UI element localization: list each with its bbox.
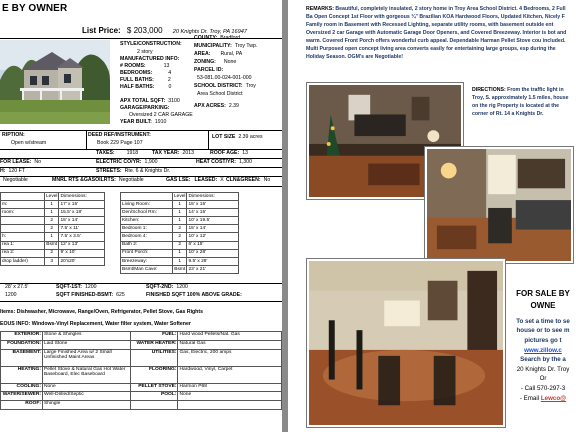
- table-row: BASEMENT: Large Finished Area w/ 2 Small Unfinished Maint Areas UTILITIES: Gas, Electric, 200 amps: [1, 349, 282, 366]
- feature-parcel-value: 53-081.00-024-001-000: [197, 75, 252, 81]
- table-row: room: 1 15.5' x 18': [1, 209, 105, 217]
- kitchen-photo: [424, 146, 574, 264]
- table-row: Bedroom 4: 2 10' x 12': [121, 233, 239, 241]
- heat-cost: HEAT COST/YR: 1,300: [196, 159, 252, 165]
- feature-style-value: 2 story: [137, 49, 153, 55]
- feature-parcel: PARCEL ID:: [194, 67, 224, 73]
- electric-cost: ELECTRIC CO/YR: 1,900: [96, 159, 158, 165]
- table-row: Bath 2: 2 6' x 15': [121, 241, 239, 249]
- table-row: Bsmt/Man Cave: Bsmt 23' x 21': [121, 265, 239, 273]
- property-address: 20 Knights Dr. Troy, PA 16947: [172, 29, 247, 35]
- roof-age: ROOF AGE: 13: [210, 150, 248, 156]
- table-row: Level Dimensions:: [1, 193, 105, 201]
- feature-rooms: # ROOMS: 13: [120, 63, 170, 69]
- clean-green: CLN&GREEN: No: [226, 177, 271, 183]
- feature-bedrooms: BEDROOMS: 4: [120, 70, 172, 76]
- mineral-rights: MNRL RTS &GASOILRTS: Negotiable: [52, 177, 144, 183]
- feature-municipality: MUNICIPALITY: Troy Twp.: [194, 43, 258, 49]
- divider: [86, 131, 87, 149]
- table-row: rea 2: 2 9' x 10': [1, 249, 105, 257]
- feature-half-baths: HALF BATHS: 0: [120, 84, 172, 90]
- taxes: TAXES: 1918: [96, 150, 139, 156]
- included-items: Items: Dishwasher, Microwave, Range/Oven, Refrigerator, Pellet Stove, Gas Rights: [0, 309, 203, 315]
- table-row: Living Room: 1 15' x 15': [121, 201, 239, 209]
- remarks-text: REMARKS: Beautiful, completely insulated, 2 story home in Troy Area School District. 4 Bedrooms, 2 Full Ba Open Concept 1st Floor with gorgeous ¾" Brazilian KOA Hardwood Floors, Updated Kitchen, Nicely F Family room in Basement with Recessed Lighting, separate utility rooms, with basement outside ent Oversized 2 car Garage with Automatic Garage Door Openers, and Covered Breezeway. Interior is bot and warm. Covered Front Porch offers wonderful curb appeal. Dependable Harman Pellet Stove cou included. Multi Purposed open concept living area converts easily for entertaining large groups, esp during the Holiday Season. OGM's are Negotiable!: [306, 6, 567, 61]
- phone-line: - Call 570-297-3: [520, 385, 566, 393]
- garage-parking: GARAGE/PARKING:: [120, 105, 170, 111]
- table-row: ROOF: Shingle: [1, 401, 282, 410]
- sqft-above-grade: FINISHED SQFT 100% ABOVE GRADE:: [146, 292, 242, 298]
- table-row: h: 1 7.5' x 3.5': [1, 233, 105, 241]
- sqft-finished-bsmt: SQFT FINISHED-BSMT: 625: [56, 292, 125, 298]
- feature-area: AREA: Rural, PA: [194, 51, 243, 57]
- email-link[interactable]: Lewco@: [540, 394, 567, 402]
- table-row: drop ladder) 3 20'x20': [1, 257, 105, 265]
- address-line: 20 Knights Dr. Troy: [516, 365, 570, 373]
- tax-year: TAX YEAR: 2013: [152, 150, 195, 156]
- deed-ref-value: Book 229 Page 107: [97, 140, 143, 146]
- divider: [0, 301, 282, 302]
- dining-room-photo: [306, 258, 506, 428]
- misc-info: EOUS INFO: Windows-Vinyl Replacement, Water filter system, Water Softener: [0, 321, 191, 327]
- apx-sqft: APX TOTAL SQFT: 3100: [120, 98, 180, 104]
- table-row: m: 1 17' x 15': [1, 201, 105, 209]
- listing-sheet-page: [0, 0, 282, 432]
- list-price: $ 203,000: [126, 26, 163, 35]
- feature-manufactured: MANUFACTURED INFO:: [120, 56, 180, 62]
- page-title: E BY OWNER: [2, 3, 68, 14]
- table-row: Den/School Rm: 1 14' x 15': [121, 209, 239, 217]
- or-line: Or: [539, 375, 547, 383]
- sqft-second: SQFT-2ND: 1200: [146, 284, 188, 290]
- table-row: EXTERIOR: Stone & Shingles FUEL: Hard wood Pellets/Nat. Gas: [1, 332, 282, 341]
- garage-value: Oversized 2 CAR GARAGE: [129, 112, 193, 118]
- feature-full-baths: FULL BATHS: 2: [120, 77, 171, 83]
- feature-school-value: Area School District: [197, 91, 243, 97]
- table-row: Level Dimensions:: [121, 193, 239, 201]
- frontage: H: 120 FT: [0, 168, 25, 174]
- table-row: Breezeway: 1 9.5' x 28': [121, 257, 239, 265]
- table-row: Kitchen: 1 10' x 19.5': [121, 217, 239, 225]
- year-built: YEAR BUILT: 1910: [120, 119, 167, 125]
- divider: [0, 283, 282, 284]
- divider: [0, 149, 282, 150]
- for-sale-heading: FOR SALE BY OWNE: [516, 289, 570, 311]
- feature-county: COUNTY: Bradford: [194, 35, 241, 41]
- lot-size: LOT SIZE 2.39 acres: [212, 134, 263, 140]
- feature-style: STYLE/CONSTRUCTION:: [120, 41, 182, 47]
- for-sale-contact: [510, 288, 576, 403]
- table-row: WATER/SEWER: Well-Drilled/Septic POOL: None: [1, 392, 282, 401]
- list-price-label: List Price:: [82, 26, 121, 35]
- table-row: 2 15' x 14': [1, 217, 105, 225]
- rooms-table-right: [120, 192, 239, 274]
- table-row: FOUNDATION: Laid Stone WATER HEATER: Natural Gas: [1, 340, 282, 349]
- sqft-b: 1200: [5, 292, 17, 298]
- remarks-page: [288, 0, 576, 432]
- email-line: - Email Lewco@: [519, 394, 567, 402]
- divider: [0, 130, 282, 131]
- table-row: rea 1: Bsmt 12' x 13': [1, 241, 105, 249]
- feature-zoning: ZONING: None: [194, 59, 237, 65]
- search-line: Search by the a: [520, 356, 566, 364]
- description-value: Open w/stream: [11, 140, 47, 146]
- price-row: [82, 26, 282, 35]
- feature-school: SCHOOL DISTRICT: Troy: [194, 83, 256, 89]
- contact-line: house or to see m: [516, 327, 570, 335]
- zillow-link[interactable]: www.zillow.c: [524, 346, 562, 354]
- apx-acres: APX ACRES: 2.39: [194, 103, 239, 109]
- streets: STREETS: Rte. 6 & Knights Dr.: [96, 168, 171, 174]
- divider: [208, 131, 209, 149]
- table-row: Front Porch: 1 10' x 28': [121, 249, 239, 257]
- gas-lease: GAS LSE: LEASED: X: [166, 177, 224, 183]
- for-lease: FOR LEASE: No: [0, 159, 42, 165]
- contact-line: pictures go t: [524, 337, 562, 344]
- table-row: COOLING: None PELLET STOVE: Harmon P68: [1, 383, 282, 392]
- house-exterior-photo: [0, 40, 110, 124]
- divider: [0, 186, 282, 187]
- sqft-first: SQFT-1ST: 1200: [56, 284, 97, 290]
- dims-footprint: 28' x 27.5': [5, 284, 29, 290]
- table-row: Bedroom 1: 2 15' x 14': [121, 225, 239, 233]
- deed-ref: DEED REF/INSTRUMENT:: [88, 132, 151, 138]
- utilities-table: [0, 331, 282, 410]
- negotiable: Negotiable: [3, 177, 28, 183]
- directions-text: DIRECTIONS: From the traffic light in Troy, S. approximately 1.5 miles, house on the rig Property is located at the corner of Rt. 14 a Knights Dr.: [472, 87, 569, 118]
- description-label: RIPTION:: [2, 132, 25, 138]
- contact-line: To set a time to se: [516, 317, 570, 325]
- table-row: HEATING: Pellet Stove & Natural Gas Hot Water Baseboard, Elec Baseboard FLOORING: Hardwood, Vinyl, Carpet: [1, 366, 282, 383]
- rooms-table-left: [0, 192, 105, 266]
- table-row: 2 7.5' x 11': [1, 225, 105, 233]
